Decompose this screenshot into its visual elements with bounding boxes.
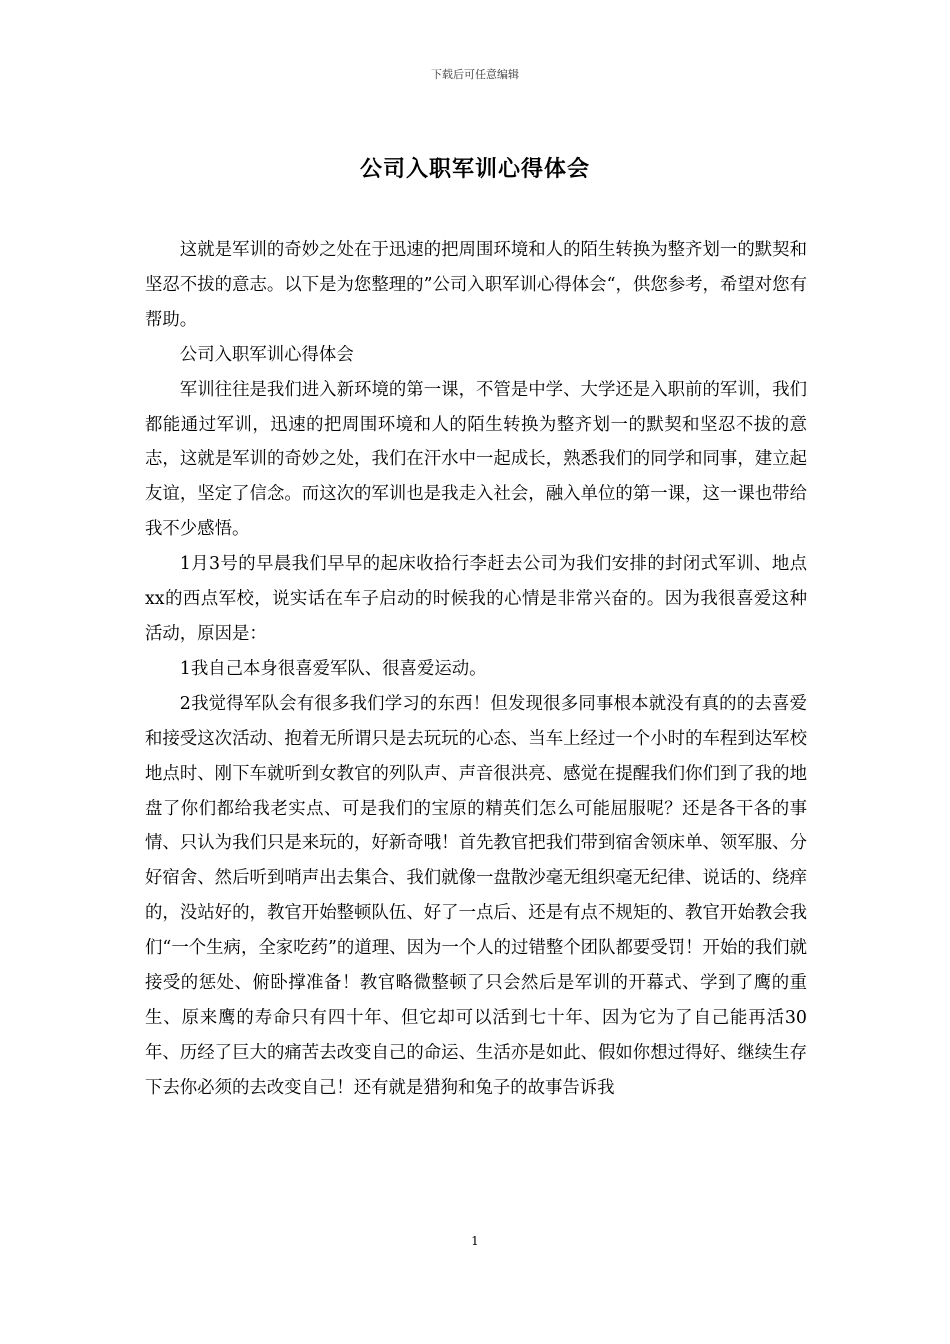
- paragraph-reason-2: 2我觉得军队会有很多我们学习的东西！但发现很多同事根本就没有真的的去喜爱和接受这次活动、抱着无所谓只是去玩玩的心态、当车上经过一个小时的车程到达军校地点时、刚下车就听到女教官的列队声、声音很洪亮、感觉在提醒我们你们到了我的地盘了你们都给我老实点、可是我们的宝原的精英们怎么可能屈服呢？还是各干各的事情、只认为我们只是来玩的，好新奇哦！首先教官把我们带到宿舍领床单、领军服、分好宿舍、然后听到哨声出去集合、我们就像一盘散沙毫无组织毫无纪律、说话的、绕痒的，没站好的，教官开始整顿队伍、好了一点后、还是有点不规矩的、教官开始教会我们“一个生病，全家吃药”的道理、因为一个人的过错整个团队都要受罚！开始的我们就接受的惩处、俯卧撑准备！教官略微整顿了只会然后是军训的开幕式、学到了鹰的重生、原来鹰的寿命只有四十年、但它却可以活到七十年、因为它为了自己能再活30年、历经了巨大的痛苦去改变自己的命运、生活亦是如此、假如你想过得好、继续生存下去你必须的去改变自己！还有就是猎狗和兔子的故事告诉我: [145, 693, 807, 1098]
- page-header: 下载后可任意编辑: [431, 68, 519, 81]
- document-body: [145, 233, 807, 1106]
- document-title: 公司入职军训心得体会: [359, 156, 590, 182]
- paragraph-body-1: 军训往往是我们进入新环境的第一课，不管是中学、大学还是入职前的军训，我们都能通过军训，迅速的把周围环境和人的陌生转换为整齐划一的默契和坚忍不拔的意志，这就是军训的奇妙之处，我们在汗水中一起成长，熟悉我们的同学和同事，建立起友谊，坚定了信念。而这次的军训也是我走入社会，融入单位的第一课，这一课也带给我不少感悟。: [145, 379, 807, 540]
- paragraph-body-2: 1月3号的早晨我们早早的起床收拾行李赶去公司为我们安排的封闭式军训、地点xx的西点军校，说实话在车子启动的时候我的心情是非常兴奋的。因为我很喜爱这种活动，原因是：: [145, 554, 807, 644]
- paragraph-subtitle: 公司入职军训心得体会: [179, 344, 354, 365]
- paragraph-reason-1: 1我自己本身很喜爱军队、很喜爱运动。: [179, 658, 487, 679]
- page-number: 1: [471, 1234, 479, 1248]
- paragraph-intro: 这就是军训的奇妙之处在于迅速的把周围环境和人的陌生转换为整齐划一的默契和坚忍不拔的意志。以下是为您整理的”公司入职军训心得体会“，供您参考，希望对您有帮助。: [145, 240, 807, 330]
